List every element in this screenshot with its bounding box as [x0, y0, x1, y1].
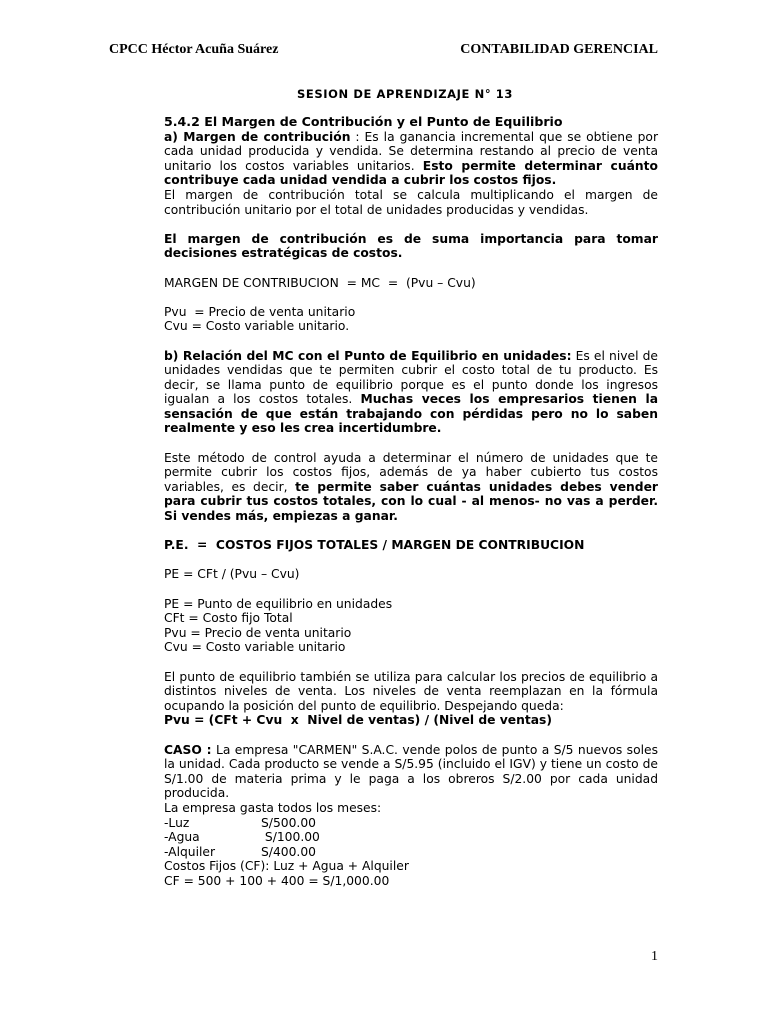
method-bold: te permite saber cuántas unidades debes vender para cubrir tus costos totales, con lo cual - al menos- no vas a perder. Si vendes más, empiezas a ganar. [164, 479, 658, 524]
section-title: 5.4.2 El Margen de Contribución y el Punto de Equilibrio [164, 114, 563, 129]
pe-formula: PE = CFt / (Pvu – Cvu) [164, 567, 300, 582]
item-b-label: b) Relación del MC con el Punto de Equilibrio en unidades: [164, 348, 572, 363]
course-name: CONTABILIDAD GERENCIAL [460, 42, 658, 57]
pe-formula-title: P.E. = COSTOS FIJOS TOTALES / MARGEN DE CONTRIBUCION [164, 538, 585, 553]
definition-pvu-2: Pvu = Precio de venta unitario [164, 625, 352, 640]
definition-cvu-2: Cvu = Costo variable unitario [164, 640, 346, 655]
expense-item [164, 830, 658, 845]
expense-value: S/500.00 [261, 815, 316, 830]
page-number: 1 [651, 949, 658, 964]
expense-label: -Agua [164, 830, 200, 845]
caso-label: CASO : [164, 742, 212, 757]
definition-pvu: Pvu = Precio de venta unitario [164, 304, 356, 319]
page-header [109, 42, 658, 58]
expense-item [164, 816, 658, 831]
caso-monthly: La empresa gasta todos los meses: [164, 800, 382, 815]
definition-cft: CFt = Costo fijo Total [164, 611, 293, 626]
paragraph-caso [164, 743, 658, 801]
author-name: CPCC Héctor Acuña Suárez [109, 42, 279, 57]
expense-label: -Alquiler [164, 844, 216, 859]
method-text: Este método de control ayuda a determinar el número de unidades que te permite cubrir los costos fijos, además de ya haber cubierto tus costos variables, es decir, [164, 450, 658, 494]
expense-item [164, 845, 658, 860]
formula-mc: MARGEN DE CONTRIBUCION = MC = (Pvu – Cvu) [164, 275, 476, 290]
expense-value: S/400.00 [261, 844, 316, 859]
expense-label: -Luz [164, 815, 190, 830]
expense-list [164, 816, 658, 860]
caso-text: La empresa "CARMEN" S.A.C. vende polos de punto a S/5 nuevos soles la unidad. Cada producto se vende a S/5.95 (incluido el IGV) y tiene un costo de S/1.00 de materia prima y le paga a los obreros S/2.00 por cada unidad producida. [164, 742, 658, 801]
expense-value: S/100.00 [261, 830, 320, 845]
session-title: SESION DE APRENDIZAJE N° 13 [297, 87, 513, 101]
paragraph-importance: El margen de contribución es de suma importancia para tomar decisiones estratégicas de costos. [164, 231, 658, 261]
definition-cvu: Cvu = Costo variable unitario. [164, 319, 350, 334]
paragraph-method [164, 451, 658, 524]
item-b-text: Es el nivel de unidades vendidas que te permiten cubrir el costo total de tu producto. Es decir, se llama punto de equilibrio porque es el punto donde los ingresos igualan a los costos totales. [164, 348, 658, 407]
paragraph-equilibrium-price: El punto de equilibrio también se utiliza para calcular los precios de equilibrio a distintos niveles de venta. Los niveles de venta reemplazan en la fórmula ocupando la posición del punto de equilibrio. Despejando queda: [164, 669, 658, 713]
paragraph-relation-pe [164, 349, 658, 437]
caso-cf-definition: Costos Fijos (CF): Luz + Agua + Alquiler [164, 859, 409, 874]
formula-pvu: Pvu = (CFt + Cvu x Nivel de ventas) / (Nivel de ventas) [164, 713, 552, 728]
document-body [164, 115, 658, 888]
item-a-bold: Esto permite determinar cuánto contribuye cada unidad vendida a cubrir los costos fijos. [164, 158, 658, 188]
item-a-label: a) Margen de contribución [164, 129, 351, 144]
definition-pe: PE = Punto de equilibrio en unidades [164, 596, 393, 611]
paragraph-total-margin: El margen de contribución total se calcula multiplicando el margen de contribución unitario por el total de unidades producidas y vendidas. [164, 187, 658, 217]
item-a-text: : Es la ganancia incremental que se obtiene por cada unidad producida y vendida. Se determina restando al precio de venta unitario los costos variables unitarios. [164, 129, 658, 173]
caso-cf-calculation: CF = 500 + 100 + 400 = S/1,000.00 [164, 873, 390, 888]
item-b-bold: Muchas veces los empresarios tienen la sensación de que están trabajando con pérdidas pero no lo saben realmente y eso les crea incertidumbre. [164, 392, 658, 436]
paragraph-margin-contribution [164, 130, 658, 188]
